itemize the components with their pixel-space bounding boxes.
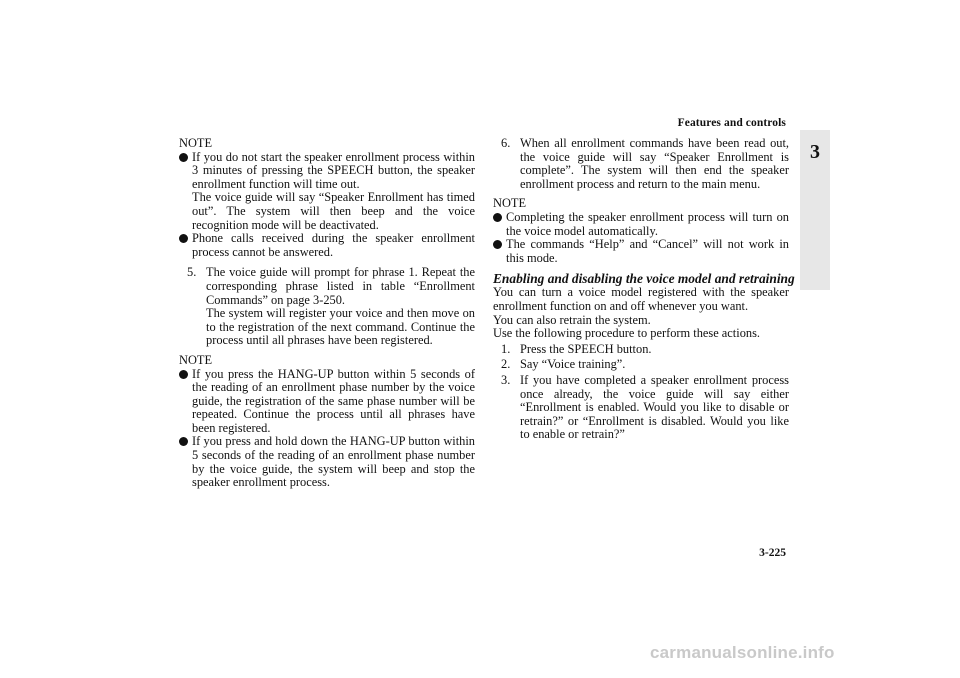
- bullet-icon: [179, 437, 188, 446]
- note-label: NOTE: [179, 136, 213, 150]
- watermark: carmanualsonline.info: [650, 643, 835, 662]
- note-bullet-text: If you press the HANG-UP button within 5 seconds of the reading of an enrollment phase number by the voice guide, the registration of the same phase number will be repeated. Continue the process until all phrases have been registered.: [192, 366, 475, 435]
- step-text: The voice guide will prompt for phrase 1. Repeat the corresponding phrase listed in table “Enrollment Commands” on page 3-250.: [206, 265, 475, 307]
- body-paragraph: Use the following procedure to perform these actions.: [493, 326, 761, 341]
- note-bullet-text: Completing the speaker enrollment process will turn on the voice model automatically.: [506, 209, 789, 238]
- procedure-step-1: [493, 343, 789, 357]
- procedure-step-2: [493, 358, 789, 372]
- bullet-icon: [179, 370, 188, 379]
- left-column: [179, 137, 475, 490]
- step-number: 6.: [501, 136, 511, 150]
- chapter-tab: [800, 130, 830, 290]
- note-bullet: [179, 435, 475, 489]
- step-number: 2.: [501, 357, 511, 372]
- step-text: Press the SPEECH button.: [520, 341, 652, 356]
- note-bullet: [179, 151, 475, 233]
- note-bullet-text: If you do not start the speaker enrollment process within 3 minutes of pressing the SPEECH button, the speaker enrollment function will time out.: [192, 149, 475, 191]
- note-bullet: [493, 211, 789, 238]
- note-bullet-text-continued: The voice guide will say “Speaker Enrollment has timed out”. The system will then beep and the voice recognition mode will be deactivated.: [192, 190, 475, 232]
- page-number: 3-225: [759, 547, 786, 559]
- bullet-icon: [493, 240, 502, 249]
- step-number: 3.: [501, 372, 511, 387]
- note-bullet-text: If you press and hold down the HANG-UP button within 5 seconds of the reading of an enrollment phase number by the voice guide, the system will beep and stop the speaker enrollment process.: [192, 434, 475, 490]
- step-text: Say “Voice training”.: [520, 357, 626, 372]
- note-bullet: [179, 232, 475, 259]
- note-bullet: [179, 368, 475, 436]
- step-text-continued: The system will register your voice and then move on to the registration of the next command. Continue the process until all phrases have been registered.: [206, 306, 475, 348]
- step-number: 1.: [501, 341, 511, 356]
- right-column: [493, 136, 795, 442]
- procedure-step-6: [493, 137, 789, 191]
- step-text: When all enrollment commands have been read out, the voice guide will say “Speaker Enrollment is complete”. The system will then end the speaker enrollment process and return to the main menu.: [520, 136, 789, 191]
- step-text: If you have completed a speaker enrollment process once already, the voice guide will say either “Enrollment is enabled. Would you like to disable or retrain?” or “Enrollment is disabled. Would you like to enable or retrain?”: [520, 372, 789, 442]
- note-bullet: [493, 238, 789, 265]
- note-bullet-text: The commands “Help” and “Cancel” will not work in this mode.: [506, 237, 789, 265]
- bullet-icon: [179, 234, 188, 243]
- chapter-tab-label: 3: [810, 141, 820, 163]
- bullet-icon: [179, 153, 188, 162]
- note-label: NOTE: [179, 352, 213, 367]
- bullet-icon: [493, 213, 502, 222]
- note-bullet-text: Phone calls received during the speaker enrollment process cannot be answered.: [192, 231, 475, 259]
- note-label: NOTE: [493, 196, 527, 211]
- body-paragraph: You can also retrain the system.: [493, 312, 651, 327]
- step-number: 5.: [187, 265, 197, 280]
- running-header-title: Features and controls: [677, 117, 786, 129]
- procedure-step-5: [179, 266, 475, 348]
- section-heading: Enabling and disabling the voice model and retraining: [493, 271, 795, 287]
- body-paragraph: You can turn a voice model registered with the speaker enrollment function on and off whenever you want.: [493, 285, 789, 313]
- procedure-step-3: [493, 374, 789, 442]
